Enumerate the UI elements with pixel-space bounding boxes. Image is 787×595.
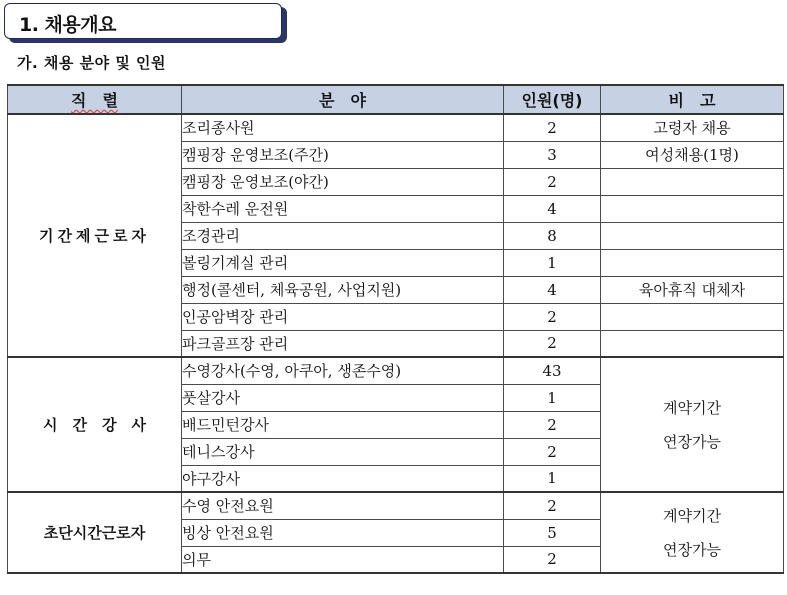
- count-cell: 4: [504, 276, 601, 303]
- field-cell: 의무: [182, 546, 504, 573]
- field-cell: 캠핑장 운영보조(주간): [182, 141, 504, 168]
- field-cell: 착한수레 운전원: [182, 195, 504, 222]
- header-field: 분 야: [182, 85, 504, 114]
- group-contract-workers: [8, 114, 784, 357]
- note-cell: [601, 195, 784, 222]
- subheading: 가. 채용 분야 및 인원: [17, 54, 167, 72]
- field-cell: 인공암벽장 관리: [182, 303, 504, 330]
- note-line: 계약기간: [663, 398, 721, 417]
- field-cell: 캠핑장 운영보조(야간): [182, 168, 504, 195]
- count-cell: 43: [504, 357, 601, 384]
- header-count: 인원(명): [504, 85, 601, 114]
- field-cell: 풋살강사: [182, 384, 504, 411]
- count-cell: 2: [504, 303, 601, 330]
- note-line: 계약기간: [663, 506, 721, 525]
- field-cell: 볼링기계실 관리: [182, 249, 504, 276]
- note-cell: 여성채용(1명): [601, 141, 784, 168]
- count-cell: 2: [504, 330, 601, 357]
- field-cell: 조경관리: [182, 222, 504, 249]
- table-header-row: [8, 85, 784, 114]
- section-title: 1. 채용개요: [19, 14, 116, 36]
- count-cell: 5: [504, 519, 601, 546]
- note-line: 연장가능: [663, 432, 721, 451]
- note-cell: [601, 249, 784, 276]
- category-cell: 초단시간근로자: [8, 492, 182, 573]
- count-cell: 2: [504, 492, 601, 519]
- count-cell: 2: [504, 168, 601, 195]
- note-cell: [601, 222, 784, 249]
- group-short-time-workers: [8, 492, 784, 573]
- field-cell: 빙상 안전요원: [182, 519, 504, 546]
- note-line: 연장가능: [663, 540, 721, 559]
- header-note: 비 고: [601, 85, 784, 114]
- field-cell: 수영강사(수영, 아쿠아, 생존수영): [182, 357, 504, 384]
- count-cell: 2: [504, 438, 601, 465]
- field-cell: 수영 안전요원: [182, 492, 504, 519]
- note-cell: [601, 492, 784, 573]
- recruitment-table: [7, 84, 784, 574]
- field-cell: 파크골프장 관리: [182, 330, 504, 357]
- field-cell: 테니스강사: [182, 438, 504, 465]
- category-cell: 기간제근로자: [8, 114, 182, 357]
- count-cell: 1: [504, 384, 601, 411]
- count-cell: 8: [504, 222, 601, 249]
- table-row: [8, 357, 784, 384]
- count-cell: 2: [504, 114, 601, 141]
- count-cell: 1: [504, 249, 601, 276]
- note-cell: [601, 303, 784, 330]
- table-row: [8, 492, 784, 519]
- note-cell: 육아휴직 대체자: [601, 276, 784, 303]
- field-cell: 야구강사: [182, 465, 504, 492]
- note-cell: [601, 330, 784, 357]
- field-cell: 조리종사원: [182, 114, 504, 141]
- field-cell: 행정(콜센터, 체육공원, 사업지원): [182, 276, 504, 303]
- count-cell: 4: [504, 195, 601, 222]
- category-cell: 시 간 강 사: [8, 357, 182, 492]
- count-cell: 3: [504, 141, 601, 168]
- note-cell: [601, 357, 784, 492]
- header-job: 직 렬: [8, 85, 182, 114]
- count-cell: 2: [504, 546, 601, 573]
- note-cell: [601, 168, 784, 195]
- section-title-box: [4, 3, 282, 39]
- count-cell: 2: [504, 411, 601, 438]
- count-cell: 1: [504, 465, 601, 492]
- note-cell: 고령자 채용: [601, 114, 784, 141]
- field-cell: 배드민턴강사: [182, 411, 504, 438]
- group-instructors: [8, 357, 784, 492]
- table-row: [8, 114, 784, 141]
